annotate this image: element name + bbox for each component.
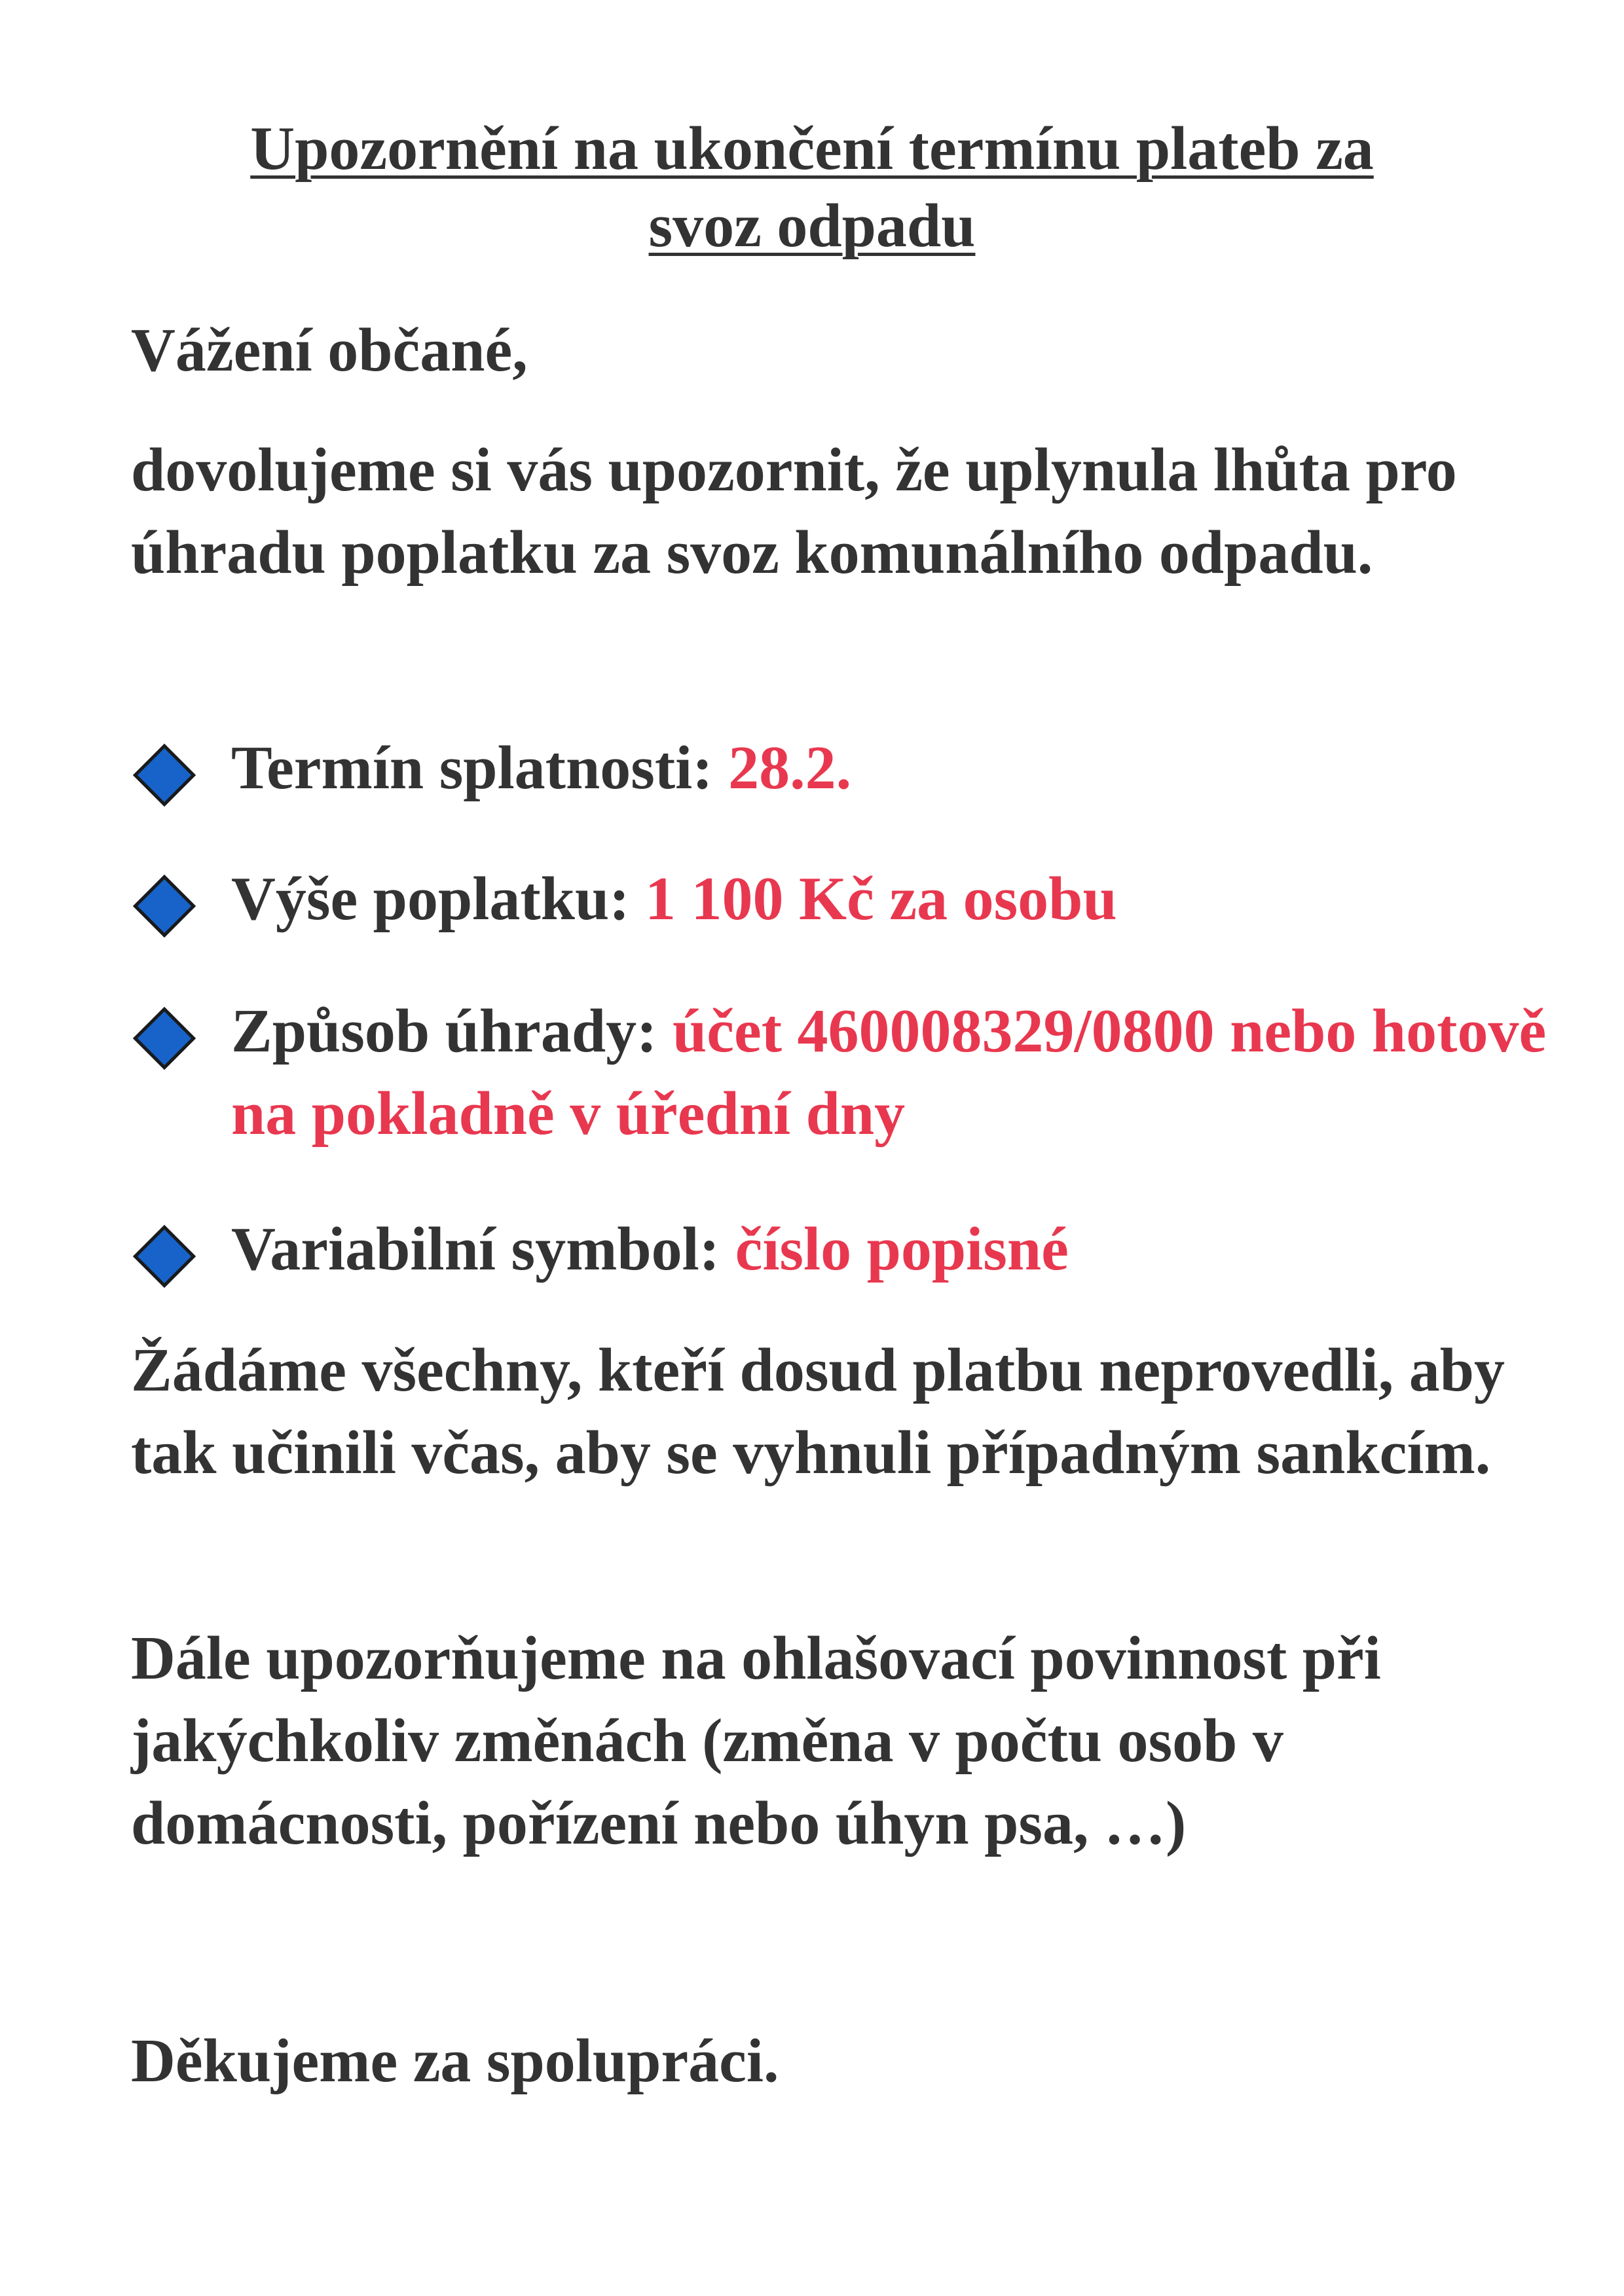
bullet-label: Termín splatnosti: [231,734,713,802]
bullet-label: Způsob úhrady: [231,997,657,1065]
blue-diamond-icon [133,1225,196,1288]
bullet-content [231,1208,1560,1290]
blue-diamond-icon [133,875,196,938]
bullet-content [231,727,1560,809]
bullet-value: 28.2. [728,734,852,802]
closing-thanks: Děkujeme za spolupráci. [131,2027,779,2095]
title-line-1: Upozornění na ukončení termínu plateb za [250,115,1374,183]
bullet-content [231,858,1560,940]
bullet-value: 1 100 Kč za osobu [645,865,1117,933]
blue-diamond-icon [133,744,196,807]
title-line-2: svoz odpadu [648,192,976,260]
bullet-content [231,990,1560,1155]
greeting: Vážení občané, [131,316,528,384]
page-title [0,110,1624,264]
intro-paragraph: dovolujeme si vás upozornit, že uplynula lhůta pro úhradu poplatku za svoz komunálního odpadu. [131,436,1457,587]
bullet-label: Výše poplatku: [231,865,630,933]
reporting-duty-paragraph: Dále upozorňujeme na ohlašovací povinnost při jakýchkoliv změnách (změna v počtu osob v domácnosti, pořízení nebo úhyn psa, …) [131,1624,1381,1857]
blue-diamond-icon [133,1007,196,1070]
bullet-label: Variabilní symbol: [231,1215,720,1283]
bullet-value: účet 460008329/0800 nebo hotově na pokladně v úřední dny [231,997,1547,1148]
payment-request-paragraph: Žádáme všechny, kteří dosud platbu neprovedli, aby tak učinili včas, aby se vyhnuli případným sankcím. [131,1336,1505,1487]
bullet-value: číslo popisné [735,1215,1069,1283]
